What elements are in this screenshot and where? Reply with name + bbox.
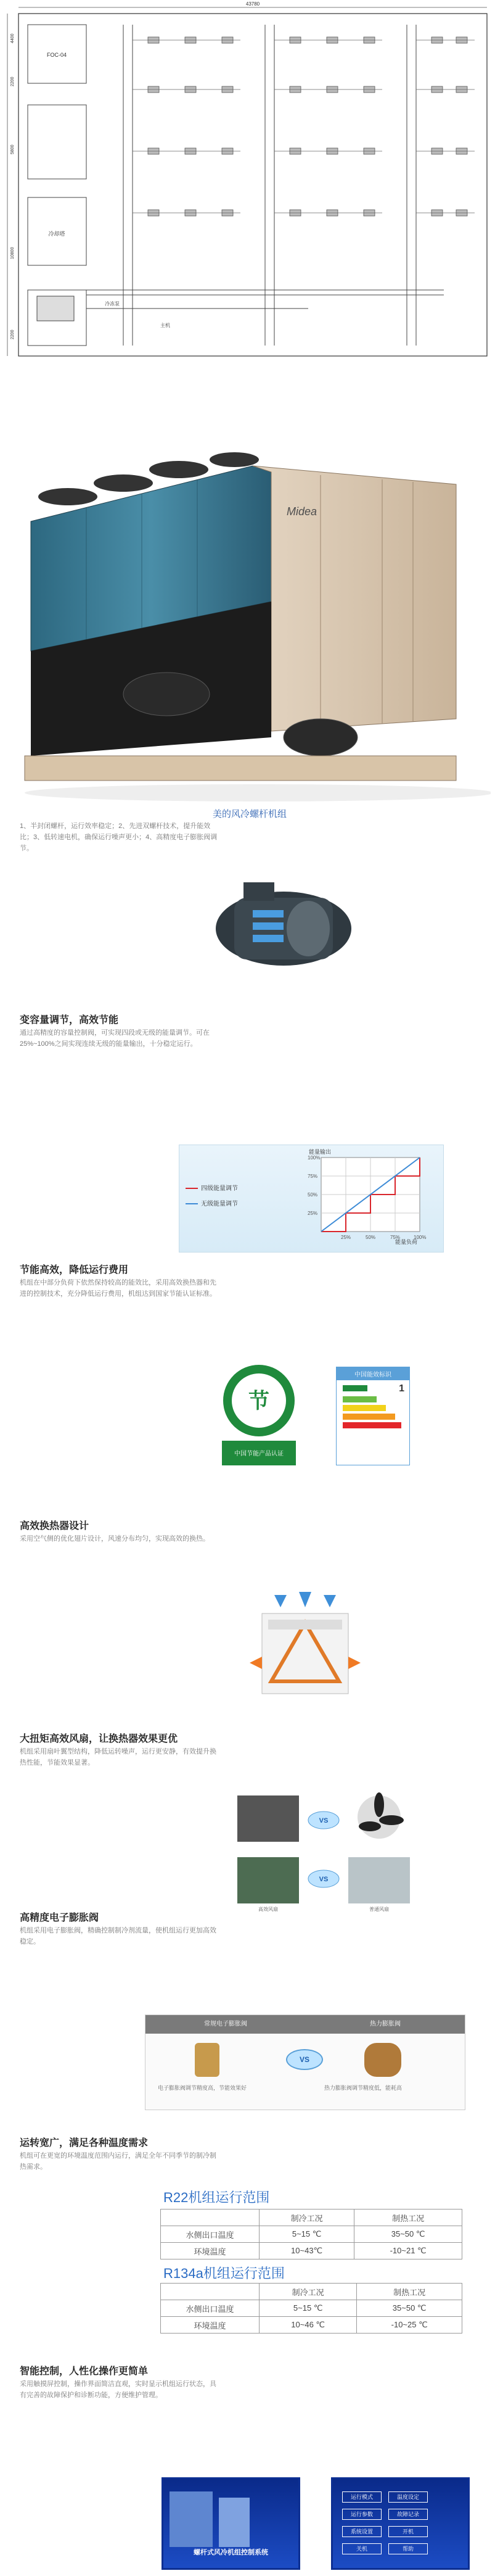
blueprint-label-3: 冷冻泵 (105, 301, 120, 307)
blueprint-top-dimension: 43780 (245, 1, 260, 7)
table-cell: 5~15 ℃ (260, 2226, 354, 2243)
table-header: 制冷工况 (260, 2209, 354, 2226)
chart-x-label: 能量负荷 (395, 1239, 418, 1245)
valve-left-caption: 电子膨胀阀调节精度高，节能效果好 (158, 2085, 247, 2091)
txv-image (364, 2043, 401, 2077)
chart-y-tick: 50% (308, 1192, 318, 1198)
fan-vs-bottom: VS (319, 1876, 329, 1883)
menu-button-mode[interactable]: 运行模式 (342, 2491, 382, 2503)
control-screen-main (162, 2477, 300, 2570)
table-cell: 35~50 ℃ (357, 2300, 462, 2317)
valve-comparison (145, 2015, 465, 2110)
menu-button-on[interactable]: 开机 (388, 2526, 428, 2537)
blueprint-left-dim-1: 4400 (10, 33, 15, 43)
cert-circle-text: 中国节能产品认证 (234, 1451, 284, 1457)
blueprint-left-dim-3: 5800 (10, 144, 15, 154)
valve-left-title: 常规电子膨胀阀 (145, 2015, 306, 2034)
energy-label (336, 1367, 410, 1465)
section-title-capacity: 变容量调节，高效节能 (20, 1015, 119, 1025)
blueprint-label-1: FOC-04 (46, 52, 67, 58)
section-body-heat-exchanger: 采用空气侧的优化翅片设计，风速分布均匀，实现高效的换热。 (20, 1535, 210, 1543)
blueprint-left-dim-2: 2200 (10, 77, 15, 86)
product-name: 美的风冷螺杆机组 (212, 809, 287, 819)
section-body-capacity: 通过高精度的容量控制阀，可实现四段或无级的能量调节。可在25%~100%之间实现连续无级的能量输出，十分稳定运行。 (20, 1029, 210, 1048)
menu-button-off[interactable]: 关机 (342, 2543, 382, 2554)
intro-text: 1、半封闭螺杆，运行效率稳定；2、先进双螺杆技术，提升能效比；3、低转速电机，确保运行噪声更小；4、高精度电子膨胀阀调节。 (20, 822, 218, 852)
blueprint-left-dim-5: 2200 (10, 329, 15, 339)
blueprint-drawing (0, 0, 503, 376)
chart-legend-item: 无级能量调节 (201, 1201, 238, 1207)
section-title-range: 运转宽广，满足各种温度需求 (20, 2138, 149, 2148)
blueprint-label-2: 冷却塔 (48, 231, 65, 237)
valve-right-caption: 热力膨胀阀调节精度低，能耗高 (324, 2085, 403, 2091)
energy-cert-badge (219, 1364, 299, 1468)
chart-y-tick: 25% (308, 1211, 318, 1216)
chiller-photo (12, 447, 491, 805)
energy-label-title: 中国能效标识 (337, 1367, 409, 1380)
compressor-image (210, 861, 364, 990)
energy-label-grade: 1 (399, 1383, 404, 1394)
brand-logo: Midea (287, 505, 317, 518)
blueprint-label-4: 主机 (160, 323, 170, 328)
fan-vs-top: VS (319, 1817, 329, 1824)
section-body-fan: 机组采用扇叶翼型结构，降低运转噪声，运行更安静，有效提升换热性能，节能效果显著。 (20, 1748, 216, 1766)
section-title-heat-exchanger: 高效换热器设计 (20, 1521, 89, 1531)
control-screen-menu (331, 2477, 470, 2570)
table-row (161, 2300, 462, 2317)
table-cell: 环境温度 (161, 2243, 260, 2259)
table-cell: 5~15 ℃ (260, 2300, 357, 2317)
eev-image (195, 2043, 219, 2077)
section-title-control: 智能控制，人性化操作更简单 (20, 2366, 149, 2377)
table-cell: 水侧出口温度 (161, 2300, 260, 2317)
menu-button-settings[interactable]: 系统设置 (342, 2526, 382, 2537)
table-header (161, 2209, 260, 2226)
table-row (161, 2243, 462, 2259)
fan-caption: 高效风扇 (258, 1907, 278, 1912)
table-header: 制热工况 (357, 2284, 462, 2300)
section-title-efficiency: 节能高效，降低运行费用 (20, 1265, 129, 1275)
valve-vs: VS (286, 2049, 323, 2070)
svg-text:节: 节 (248, 1389, 269, 1413)
table-header (161, 2284, 260, 2300)
section-title-fan: 大扭矩高效风扇，让换热器效果更优 (20, 1734, 178, 1744)
table-cell: -10~25 ℃ (357, 2317, 462, 2334)
airflow-diagram (243, 1576, 367, 1700)
table-cell: 10~46 ℃ (260, 2317, 357, 2334)
section-title-eev: 高精度电子膨胀阀 (20, 1913, 99, 1923)
chart-x-tick: 100% (414, 1235, 427, 1240)
chart-y-tick: 75% (308, 1174, 318, 1179)
table-header: 制冷工况 (260, 2284, 357, 2300)
table-title-r22: R22机组运行范围 (163, 2190, 270, 2205)
table-cell: 水侧出口温度 (161, 2226, 260, 2243)
chart-y-tick: 100% (308, 1155, 321, 1161)
fan-caption: 普通风扇 (369, 1907, 389, 1912)
valve-right-title: 热力膨胀阀 (306, 2015, 465, 2034)
table-cell: 35~50 ℃ (354, 2226, 462, 2243)
table-header: 制热工况 (354, 2209, 462, 2226)
chart-x-tick: 50% (366, 1235, 376, 1240)
fan-comparison (237, 1792, 416, 1913)
table-row (161, 2226, 462, 2243)
section-body-efficiency: 机组在中部分负荷下依然保持较高的能效比，采用高效换热器和先进的控制技术，充分降低运行费用，机组达到国家节能认证标准。 (20, 1279, 216, 1298)
menu-button-params[interactable]: 运行参数 (342, 2509, 382, 2520)
table-cell: 环境温度 (161, 2317, 260, 2334)
chart-x-tick: 75% (390, 1235, 401, 1240)
chart-y-label: 能量输出 (309, 1149, 332, 1155)
section-body-range: 机组可在更宽的环境温度范围内运行，满足全年不同季节的制冷制热需求。 (20, 2152, 216, 2171)
table-r22 (160, 2209, 462, 2259)
menu-button-temp[interactable]: 温度设定 (388, 2491, 428, 2503)
table-title-r134a: R134a机组运行范围 (163, 2266, 285, 2281)
table-cell: -10~21 ℃ (354, 2243, 462, 2259)
menu-button-help[interactable]: 帮助 (388, 2543, 428, 2554)
table-r134a (160, 2283, 462, 2334)
control-screen-title: 螺杆式风冷机组控制系统 (194, 2549, 268, 2556)
blueprint-left-dim-4: 10800 (10, 247, 15, 259)
layout-blueprint (0, 0, 503, 376)
menu-button-faults[interactable]: 故障记录 (388, 2509, 428, 2520)
section-body-control: 采用触摸屏控制，操作界面简洁直观，实时显示机组运行状态，具有完善的故障保护和诊断功能，方便维护管理。 (20, 2380, 216, 2399)
section-body-eev: 机组采用电子膨胀阀，精确控制制冷剂流量，使机组运行更加高效稳定。 (20, 1927, 216, 1945)
table-cell: 10~43℃ (260, 2243, 354, 2259)
table-row (161, 2317, 462, 2334)
capacity-chart (179, 1145, 444, 1253)
chart-x-tick: 25% (341, 1235, 351, 1240)
chart-legend-item: 四级能量调节 (201, 1185, 238, 1192)
